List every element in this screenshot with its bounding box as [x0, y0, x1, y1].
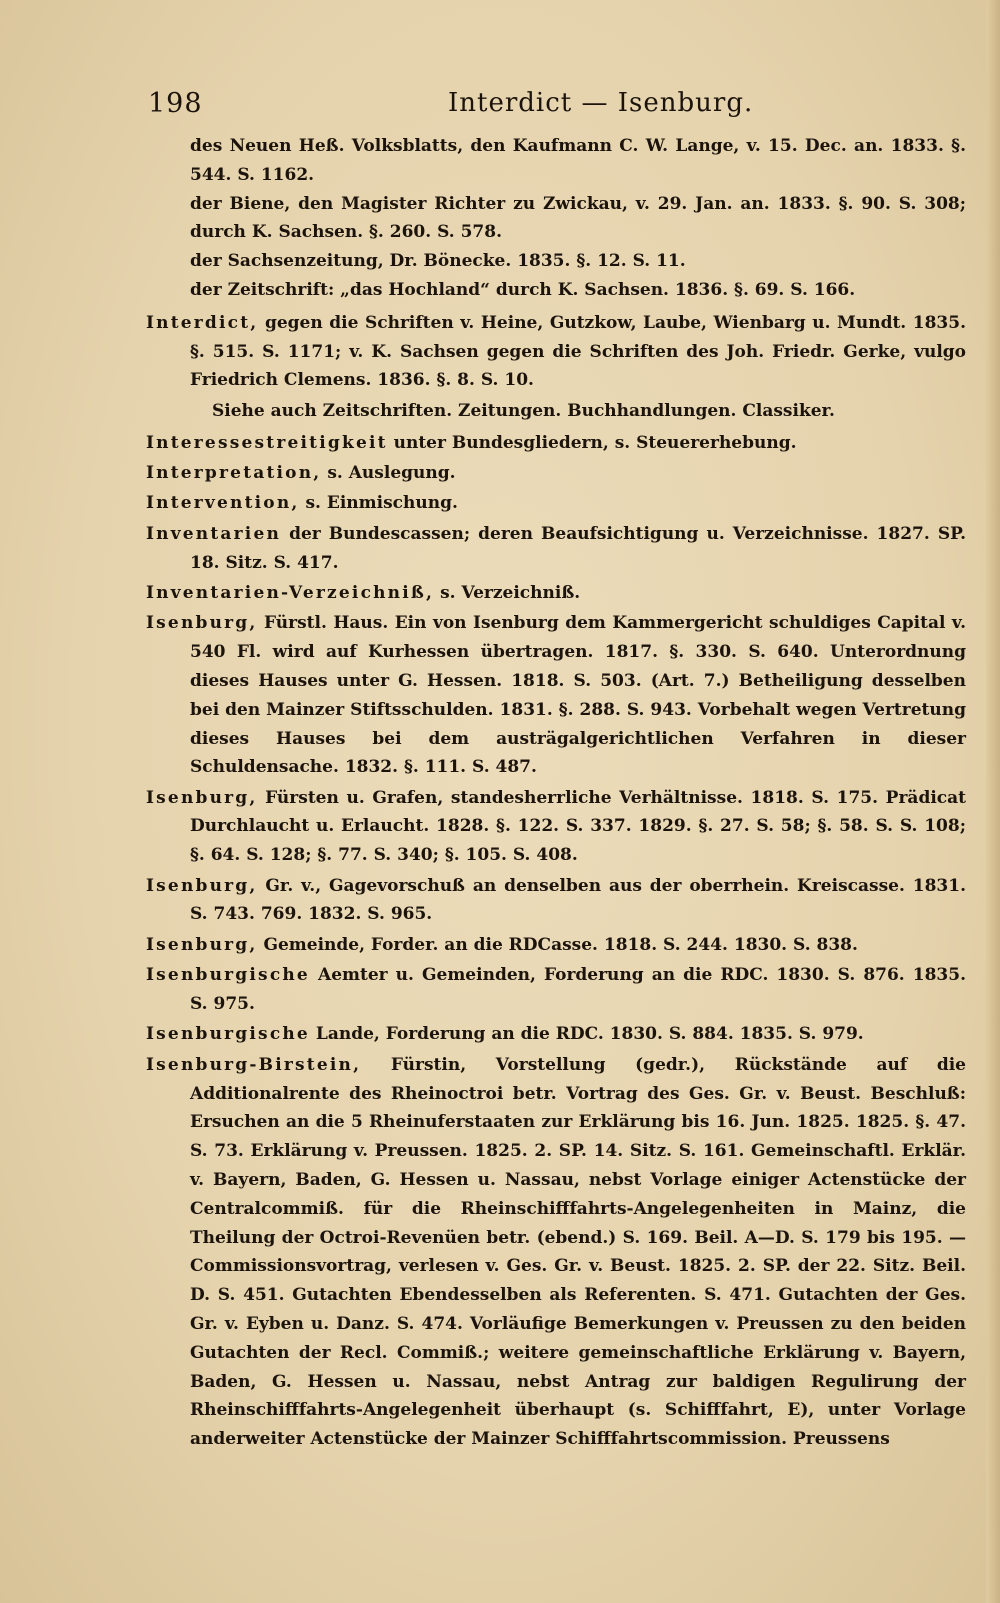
- entry-headword: Interessestreitigkeit: [146, 432, 388, 453]
- page-edge-shadow: [986, 0, 1000, 1603]
- entry-headword: Inventarien-Verzeichniß,: [146, 582, 435, 603]
- entry-headword: Isenburg,: [146, 787, 258, 808]
- entry-headword: Inventarien: [146, 523, 282, 544]
- entry-headword: Isenburg,: [146, 934, 258, 955]
- entry-headword: Interpretation,: [146, 462, 322, 483]
- page-number: 198: [148, 88, 203, 119]
- index-entries: [146, 132, 966, 1456]
- entry-text: der Bundescassen; deren Beaufsichtigung u. Verzeichnisse. 1827. SP. 18. Sitz. S. 417.: [190, 523, 966, 573]
- entry-text: Aemter u. Gemeinden, Forderung an die RDC. 1830. S. 876. 1835. S. 975.: [190, 965, 966, 1015]
- entry-headword: Isenburg-Birstein,: [146, 1054, 362, 1075]
- entry-text: s. Einmischung.: [305, 493, 458, 514]
- index-entry: [146, 609, 966, 782]
- entry-headword: Isenburg,: [146, 613, 258, 634]
- index-entry: [146, 429, 966, 458]
- index-entry: [146, 520, 966, 578]
- entry-headword: Intervention,: [146, 493, 300, 514]
- entry-text: Gr. v., Gagevorschuß an denselben aus der oberrhein. Kreiscasse. 1831. S. 743. 769. 1832. S. 965.: [190, 875, 966, 925]
- page-header: [148, 88, 788, 128]
- index-entry: [146, 1020, 966, 1049]
- entry-headword: Isenburgische: [146, 1024, 310, 1045]
- entry-headword: Interdict,: [146, 312, 259, 333]
- entry-headword: Isenburg,: [146, 875, 258, 896]
- entry-headword: Isenburgische: [146, 965, 310, 986]
- entry-text: s. Auslegung.: [327, 462, 456, 483]
- index-entry: [146, 961, 966, 1019]
- subentry: der Zeitschrift: „das Hochland“ durch K. Sachsen. 1836. §. 69. S. 166.: [190, 279, 856, 300]
- running-head: Interdict — Isenburg.: [448, 88, 754, 118]
- subentry: der Biene, den Magister Richter zu Zwickau, v. 29. Jan. an. 1833. §. 90. S. 308; durch K. Sachsen. §. 260. S. 578.: [190, 193, 966, 243]
- index-entry: [146, 489, 966, 518]
- subentry: der Sachsenzeitung, Dr. Bönecke. 1835. §. 12. S. 11.: [190, 251, 686, 272]
- entry-text: unter Bundesgliedern, s. Steuererhebung.: [393, 432, 797, 453]
- entry-text: gegen die Schriften v. Heine, Gutzkow, Laube, Wienbarg u. Mundt. 1835. §. 515. S. 1171; v. K. Sachsen gegen die Schriften des Joh. Friedr. Gerke, vulgo Friedrich Clemens. 1836. §. 8. S. 10.: [190, 312, 966, 391]
- entry-text: Lande, Forderung an die RDC. 1830. S. 884. 1835. S. 979.: [315, 1024, 864, 1045]
- entry-text: Fürstl. Haus. Ein von Isenburg dem Kammergericht schuldiges Capital v. 540 Fl. wird auf Kurhessen übertragen. 1817. §. 330. S. 640. Unterordnung dieses Hauses unter G. Hessen. 1818. S. 503. (Art. 7.) Betheiligung desselben bei den Mainzer Stiftsschulden. 1831. §. 288. S. 943. Vorbehalt wegen Vertretung dieses Hauses bei dem austrägalgerichtlichen Verfahren in dieser Schuldensache. 1832. §. 111. S. 487.: [190, 613, 966, 778]
- index-entry: [146, 579, 966, 608]
- subentry: des Neuen Heß. Volksblatts, den Kaufmann C. W. Lange, v. 15. Dec. an. 1833. §. 544. S. 1162.: [190, 136, 966, 185]
- entry-text: Fürsten u. Grafen, standesherrliche Verhältnisse. 1818. S. 175. Prädicat Durchlaucht u. Erlaucht. 1828. §. 122. S. 337. 1829. §. 27. S. 58; §. 58. S. S. 108; §. 64. S. 128; §. 77. S. 340; §. 105. S. 408.: [190, 787, 967, 866]
- index-entry: [146, 309, 966, 395]
- see-also-line: Siehe auch Zeitschriften. Zeitungen. Buchhandlungen. Classiker.: [212, 400, 835, 421]
- index-entry: [146, 1051, 966, 1454]
- entry-text: s. Verzeichniß.: [440, 582, 581, 603]
- index-entry: [146, 784, 966, 870]
- entry-text: Fürstin, Vorstellung (gedr.), Rückstände auf die Additionalrente des Rheinoctroi betr. Vortrag des Ges. Gr. v. Beust. Beschluß: Ersuchen an die 5 Rheinuferstaaten zur Erklärung bis 16. Jun. 1825. 1825. §. 47. S. 73. Erklärung v. Preussen. 1825. 2. SP. 14. Sitz. S. 161. Gemeinschaftl. Erklär. v. Bayern, Baden, G. Hessen u. Nassau, nebst Vorlage einiger Actenstücke der Centralcommiß. für die Rheinschifffahrts-Angelegenheiten in Mainz, die Theilung der Octroi-Revenüen betr. (ebend.) S. 169. Beil. A—D. S. 179 bis 195. — Commissionsvortrag, verlesen v. Ges. Gr. v. Beust. 1825. 2. SP. der 22. Sitz. Beil. D. S. 451. Gutachten Ebendesselben als Referenten. S. 471. Gutachten der Ges. Gr. v. Eyben u. Danz. S. 474. Vorläufige Bemerkungen v. Preussen zu den beiden Gutachten der Recl. Commiß.; weitere gemeinschaftliche Erklärung v. Bayern, Baden, G. Hessen u. Nassau, nebst Antrag zur baldigen Regulirung der Rheinschifffahrts-Angelegenheit überhaupt (s. Schifffahrt, E), unter Vorlage anderweiter Actenstücke der Mainzer Schifffahrtscommission. Preussens: [190, 1054, 967, 1450]
- entry-text: Gemeinde, Forder. an die RDCasse. 1818. S. 244. 1830. S. 838.: [263, 934, 858, 955]
- index-entry: [146, 872, 966, 930]
- index-entry: [146, 931, 966, 960]
- index-entry: [146, 459, 966, 488]
